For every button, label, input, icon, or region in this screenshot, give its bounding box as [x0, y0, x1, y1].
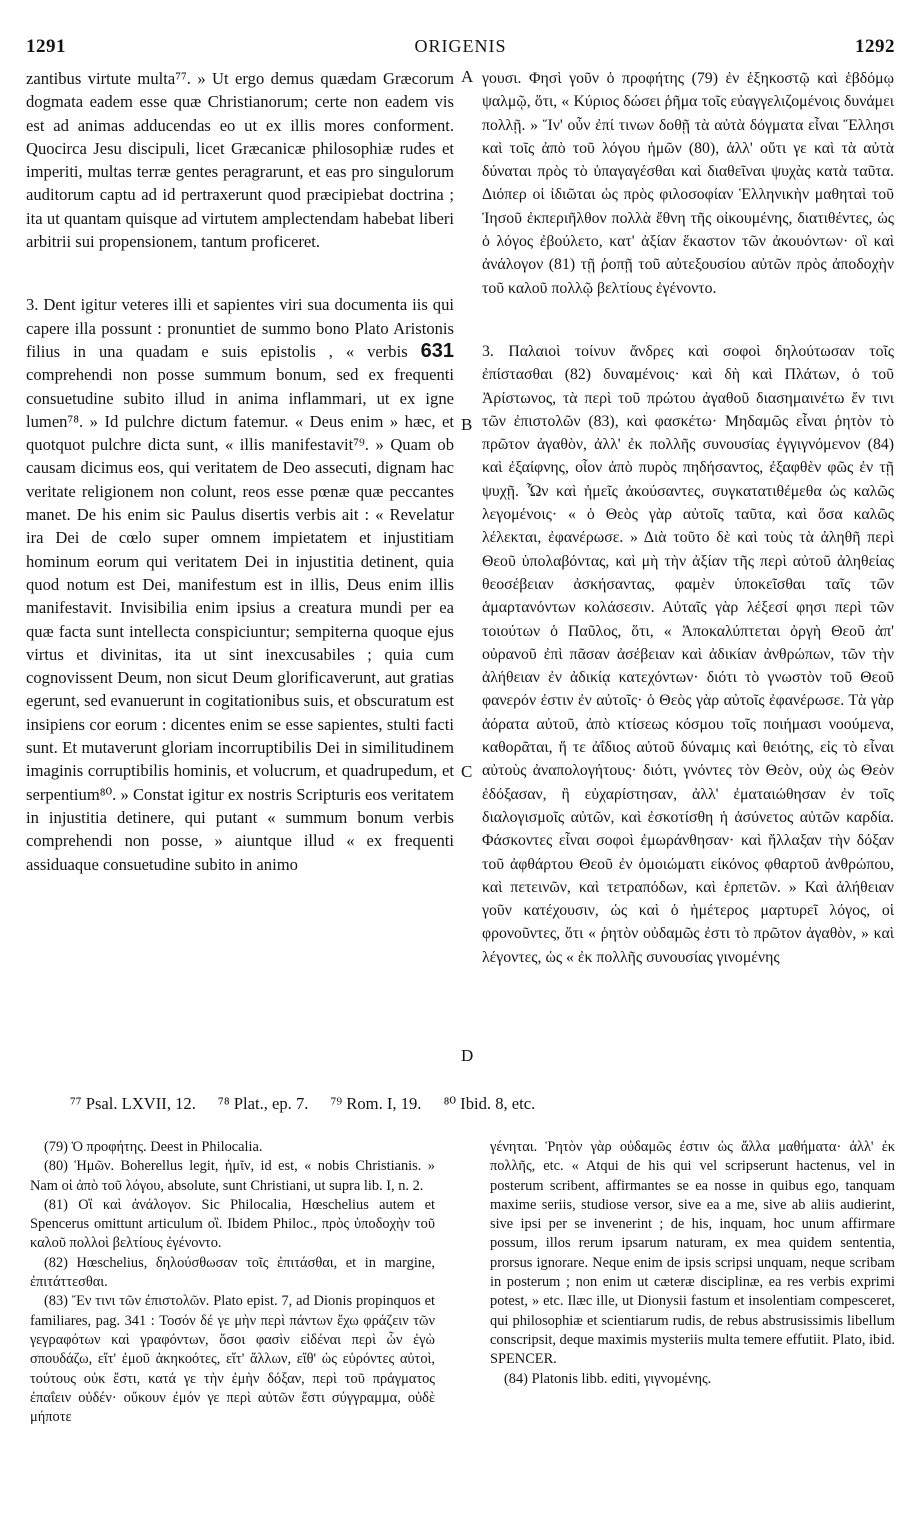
latin-paragraph-2 — [26, 293, 454, 875]
footnote-84: (84) Platonis libb. editi, γιγνομένης. — [504, 1370, 712, 1387]
reference-77: ⁷⁷ Psal. LXVII, 12. — [70, 1094, 196, 1113]
section-marker-b: B — [461, 415, 473, 434]
footnotes-right-column — [490, 1138, 895, 1389]
section-marker-a: A — [461, 67, 474, 86]
latin-paragraph-2-start: 3. Dent igitur veteres illi et sapientes viri sua documenta iis qui capere illa possunt : pronuntiet de summo bono Plato Aristonis filius in una quadam e suis epistolis , « verbis — [26, 295, 454, 361]
footnote-80: (80) Ἡμῶν. Boherellus legit, ἡμῖν, id est, « nobis Christianis. » Nam οἱ ἀπὸ τοῦ λόγου, absolute, sunt Christiani, ut supra lib. I, n. 2. — [30, 1158, 435, 1194]
latin-paragraph-2-rest: comprehendi non posse summum bonum, sed ex frequenti consuetudine subito illud in anima inflammari, ut ex igne lumen⁷⁸. » Id pulchre dictum fatemur. « Deus enim » hæc, et quotquot pulchre dicta sunt, « illis manifestavit⁷⁹. » Quam ob causam dicimus eos, qui veritatem de Deo assecuti, dignam hac veritate religionem non colunt, reos esse pœnæ quæ peccantes manet. De his enim sic Paulus disertis verbis ait : « Revelatur ira Dei de cœlo super omnem impietatem et injustitiam hominum eorum qui veritatem Dei in injustitia detinent, quia quod notum est Dei, manifestum est in illis, Deus enim illis manifestavit. Invisibilia enim ipsius a creatura mundi per ea quæ facta sunt intellecta conspiciuntur; sempiterna quoque ejus virtus et divinitas, ita ut sint inexcusabiles ; quia cum cognovissent Deum, non sicut Deum glorificaverunt, aut gratias egerunt, sed evanuerunt in cogitationibus suis, et obscuratum est insipiens cor eorum : dicentes enim se esse sapientes, stulti facti sunt. Et mutaverunt gloriam incorruptibilis Dei in similitudinem imaginis corruptibilis hominis, et volucrum, et quadrupedum, et serpentium⁸⁰. » Constat igitur ex nostris Scripturis eos veritatem in injustitia detinere, qui putant « summum bonum verbis comprehendi non posse, » aiuntque illud « ex frequenti assiduaque consuetudine subito in animo — [26, 365, 454, 874]
latin-column — [26, 67, 454, 876]
section-marker-c: C — [461, 762, 473, 781]
latin-paragraph-1: zantibus virtute multa⁷⁷. » Ut ergo demus quædam Græcorum dogmata eadem esse quæ Christianorum; certe non eadem vis est ad animas adducendas eo ut ex illis mores conforment. Quocirca Jesu discipuli, licet Græcanicæ philosophiæ rudes et imperiti, multas terræ gentes peragrarunt, et eas pro singulorum auditorum captu ad id pertraxerunt quod præcipiebat doctrina ; ita ut quantam quisque ad virtutem amplectendam habebat liberi arbitrii sui propensionem, tantum proficeret. — [26, 69, 454, 252]
section-marker-d: D — [461, 1046, 474, 1065]
reference-80: ⁸⁰ Ibid. 8, etc. — [443, 1094, 536, 1113]
footnote-81: (81) Οἳ καὶ ἀνάλογον. Sic Philocalia, Hœschelius autem et Spencerus omittunt articulum οἳ. Ibidem Philoc., πρὸς ὑποδοχὴν τοῦ καλοῦ πολλοὶ βελτίους ἐγένοντο. — [30, 1196, 435, 1252]
scripture-references — [70, 1093, 770, 1115]
greek-paragraph-2: 3. Παλαιοὶ τοίνυν ἄνδρες καὶ σοφοὶ δηλούτωσαν τοῖς ἐπίστασθαι (82) δυναμένοις· καὶ δὴ καὶ Πλάτων, ὁ τοῦ Ἀρίστωνος, τὰ περὶ τοῦ πρώτου ἀγαθοῦ διασημαινέτω ἔν τινι τῶν ἐπιστολῶν (83), καὶ φασκέτω· Μηδαμῶς εἶναι ῥητὸν τὸ πρῶτον ἀγαθὸν, ἀλλ' ἐκ πολλῆς συνουσίας ἐγγιγνόμενον (84) καὶ ἐξαίφνης, οἷον ἀπὸ πυρὸς πηδήσαντος, ἐξαφθὲν φῶς ἐν τῇ ψυχῇ. Ὧν καὶ ἡμεῖς ἀκούσαντες, συγκατατιθέμεθα ὡς καλῶς λεγομένοις· « ὁ Θεὸς γὰρ αὐτοῖς ταῦτα, καὶ ὅσα καλῶς λέλεκται, ἐφανέρωσε. » Διὰ τοῦτο δὲ καὶ τοὺς τὰ ἀληθῆ περὶ Θεοῦ ὑπολαβόντας, καὶ μὴ τὴν ἀξίαν τῆς περὶ αὐτοῦ ἀληθείας θεοσέβειαν ἀσκήσαντας, φαμὲν ὑποκεῖσθαι ταῖς τῶν ἁμαρτανόντων κολάσεσιν. Αὐταῖς γὰρ λέξεσί φησι περὶ τῶν τοιούτων ὁ Παῦλος, ὅτι, « Ἀποκαλύπτεται ὀργὴ Θεοῦ ἀπ' οὐρανοῦ ἐπὶ πᾶσαν ἀσέβειαν καὶ ἀδικίαν ἀνθρώπων, τῶν τὴν ἀλήθειαν ἐν ἀδικίᾳ κατεχόντων· διότι τὸ γνωστὸν τοῦ Θεοῦ φανερόν ἐστιν ἐν αὐτοῖς· ὁ Θεὸς γὰρ αὐτοῖς ἐφανέρωσε. Τὰ γὰρ ἀόρατα αὐτοῦ, ἀπὸ κτίσεως κόσμου τοῖς ποιήμασι νοούμενα, καθορᾶται, ἥ τε ἀΐδιος αὐτοῦ δύναμις καὶ θειότης, εἰς τὸ εἶναι αὐτοὺς ἀναπολογήτους· διότι, γνόντες τὸν Θεὸν, οὐχ ὡς Θεὸν ἐδόξασαν, ἢ εὐχαρίστησαν, ἀλλ' ἐματαιώθησαν ἐν τοῖς διαλογισμοῖς αὐτῶν, καὶ ἐσκοτίσθη ἡ ἀσύνετος αὐτῶν καρδία. Φάσκοντες εἶναι σοφοὶ ἐμωράνθησαν· καὶ ἤλλαξαν τὴν δόξαν τοῦ ἀφθάρτου Θεοῦ ἐν ὁμοιώματι εἰκόνος φθαρτοῦ ἀνθρώπου, καὶ πετεινῶν, καὶ τετραπόδων, καὶ ἑρπετῶν. » Καὶ ἀλήθειαν γοῦν κατέχουσιν, ὡς καὶ ὁ ἡμέτερος μαρτυρεῖ λόγος, οἱ φρονοῦντες, ὅτι « ῥητὸν οὐδαμῶς ἐστι τὸ πρῶτον ἀγαθὸν, » καὶ λέγοντες, ὡς « ἐκ πολλῆς συνουσίας γινομένης — [482, 342, 894, 966]
footnote-83: (83) Ἔν τινι τῶν ἐπιστολῶν. Plato epist. 7, ad Dionis propinquos et familiares, pag. 341 : Τοσόν δέ γε μὴν περὶ πάντων ἔχω φράζειν τῶν γεγραφότων καὶ γραφόντων, ὅσοι φασὶν εἰδέναι περὶ ὧν ἐγὼ σπουδάζω, εἴτ' ἐμοῦ ἀκηκοότες, εἴτ' ἄλλων, εἴθ' ὡς εὑρόντες αὐτοὶ, τούτους οὐκ ἔστι, κατά γε τὴν ἐμὴν δόξαν, περὶ τοῦ πράγματος ἐπαΐειν οὐδέν· οὔκουν ἐμόν γε περὶ αὐτῶν ἔστι σύγγραμμα, οὐδὲ μήποτε — [30, 1293, 435, 1426]
footnote-82: (82) Hœschelius, δηλούσθωσαν τοῖς ἐπιτάσθαι, et in margine, ἐπιτάττεσθαι. — [30, 1254, 435, 1291]
column-number-631: 631 — [420, 339, 454, 362]
page-number-right: 1292 — [855, 36, 895, 57]
reference-79: ⁷⁹ Rom. I, 19. — [330, 1094, 422, 1113]
greek-column — [482, 67, 894, 969]
reference-78: ⁷⁸ Plat., ep. 7. — [218, 1094, 309, 1113]
running-title: ORIGENIS — [414, 36, 507, 56]
page-header — [26, 36, 895, 60]
page-number-left: 1291 — [26, 36, 66, 57]
greek-paragraph-1: γουσι. Φησὶ γοῦν ὁ προφήτης (79) ἐν ἑξηκοστῷ καὶ ἑβδόμῳ ψαλμῷ, ὅτι, « Κύριος δώσει ῥῆμα τοῖς εὐαγγελιζομένοις δυνάμει πολλῇ. » Ἵν' οὖν ἐπί τινων δοθῇ τὰ αὐτὰ δόγματα εἶναι Ἕλλησι καὶ τοῖς ἀπὸ τοῦ λόγου ἡμῶν (80), ἀλλ' οὔτι γε καὶ τὰ αὐτὰ δύναται πρὸς τὸ ὑπαγαγέσθαι καὶ διαθεῖναι ψυχὰς κατὰ ταῦτα. Διόπερ οἱ ἰδιῶται ὡς πρὸς φιλοσοφίαν Ἑλληνικὴν μαθηταὶ τοῦ Ἰησοῦ ἐκπεριῆλθον πολλὰ ἔθνη τῆς οἰκουμένης, διατιθέντες, ὡς ὁ λόγος ἐβούλετο, κατ' ἀξίαν ἕκαστον τῶν ἀκουόντων· οἳ καὶ ἀνάλογον (81) τῇ ῥοπῇ τοῦ αὐτεξουσίου αὐτῶν πρὸς ἀποδοχὴν τοῦ καλοῦ πολλῷ βελτίους ἐγένοντο. — [482, 70, 894, 297]
footnotes-left-column — [30, 1138, 435, 1427]
footnote-79: (79) Ὁ προφήτης. Deest in Philocalia. — [44, 1139, 263, 1155]
footnote-83-continued: γένηται. Ῥητὸν γὰρ οὐδαμῶς ἐστιν ὡς ἄλλα μαθήματα· ἀλλ' ἐκ πολλῆς, etc. « Atqui de his qui vel scripserunt hactenus, vel in posterum scribent, affirmantes se ea nosse in quibus ego, tanquam maxime seriis, studiose versor, sive ea a me, sive ab aliis audierint, sive ipsi per se invenerint ; de his, inquam, hoc unum affirmare possum, illos rerum ipsarum naturam, ex mea quidem sententia, prorsus ignorare. Neque enim de ipsis scripsi unquam, neque scribam in posterum ; non enim ut cæteræ disciplinæ, ea res verbis exprimi potest, » etc. Ilæc ille, ut Dionysii fastum et insolentiam compesceret, qui philosophiæ et scientiarum rudis, de rebus abstrusissimis libellum conscripsit, deque maximis mysteriis multa temere effutiit. Plato, ibid. SPENCER. — [490, 1139, 895, 1368]
